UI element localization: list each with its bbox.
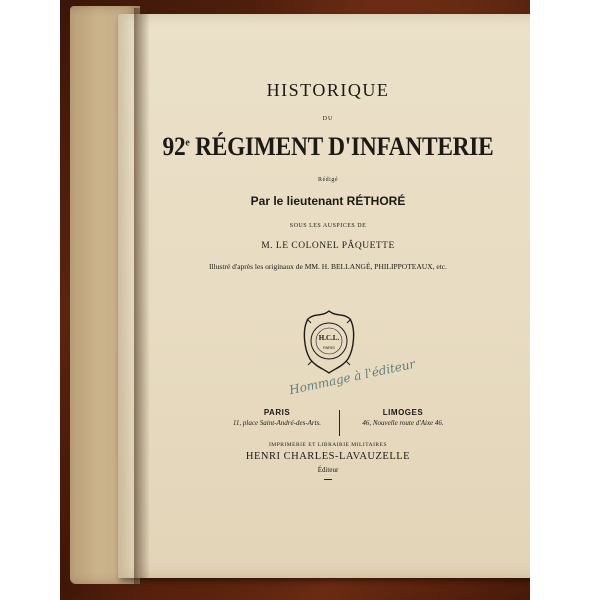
- publisher-right-address: 46, Nouvelle route d'Aixe 46.: [362, 419, 444, 427]
- redige-label: Rédigé: [318, 177, 338, 183]
- handwritten-note: Hommage à l'éditeur: [287, 356, 417, 398]
- colonel-line: M. LE COLONEL PÂQUETTE: [261, 241, 395, 251]
- publisher-role: Éditeur: [317, 466, 339, 474]
- publisher-name: HENRI CHARLES-LAVAUZELLE: [245, 451, 411, 462]
- book-heading: HISTORIQUE: [266, 80, 390, 100]
- seal-initials: H.C.L.: [318, 334, 340, 342]
- wood-background: [60, 0, 530, 600]
- publisher-right: [344, 408, 462, 427]
- ornament-dash: [324, 479, 332, 480]
- title-page: [118, 14, 530, 578]
- illustration-credit: Illustré d'après les originaux de MM. H. BELLANGÉ, PHILIPPOTEAUX, etc.: [209, 262, 447, 271]
- publisher-divider: [339, 410, 340, 436]
- publisher-left: [218, 408, 336, 427]
- spine-shadow: [134, 8, 150, 584]
- publisher-seal-icon: [300, 309, 358, 375]
- heading-du: DU: [322, 116, 334, 122]
- regiment-name: RÉGIMENT D'INFANTERIE: [195, 132, 494, 161]
- seal-city: PARIS: [323, 345, 335, 350]
- regiment-suffix: e: [185, 136, 190, 149]
- imprimerie-label: IMPRIMERIE ET LIBRAIRIE MILITAIRES: [268, 442, 388, 448]
- author-line: Par le lieutenant RÉTHORÉ: [250, 194, 406, 208]
- regiment-title: [139, 132, 517, 162]
- publisher-right-city: LIMOGES: [382, 408, 424, 417]
- regiment-number: 92: [162, 132, 186, 161]
- publisher-left-city: PARIS: [263, 408, 291, 417]
- auspices-label: SOUS LES AUSPICES DE: [289, 223, 367, 229]
- publisher-left-address: 11, place Saint-André-des-Arts.: [232, 419, 322, 427]
